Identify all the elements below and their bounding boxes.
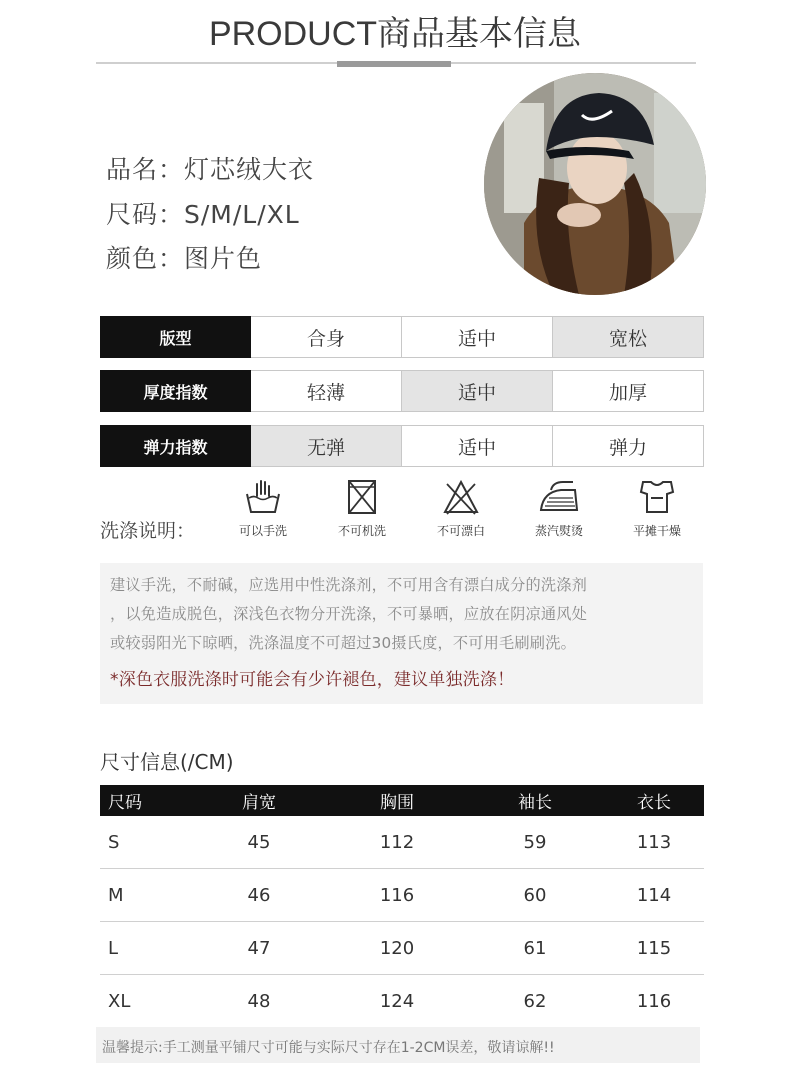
table-cell: 59 (523, 831, 547, 853)
spec-label: 版型 (100, 316, 251, 358)
spec-option: 适中 (402, 425, 553, 467)
header-accent-bar (337, 61, 451, 67)
table-cell: 62 (523, 991, 547, 1012)
hand-wash-icon (243, 478, 283, 516)
table-cell: S (108, 831, 120, 853)
spec-option: 合身 (251, 316, 402, 358)
care-note-line: ，以免造成脱色，深浅色衣物分开洗涤，不可暴晒，应放在阴凉通风处 (110, 605, 588, 623)
table-cell: 46 (247, 884, 271, 906)
no-machine-wash-icon (342, 478, 382, 516)
table-cell: 124 (379, 991, 415, 1012)
spec-option: 加厚 (553, 370, 704, 412)
table-header (100, 785, 704, 816)
product-color: 颜色：图片色 (106, 244, 263, 273)
header-cell: 胸围 (380, 793, 414, 813)
header-cell: 肩宽 (242, 793, 276, 813)
wash-text: 不可机洗 (337, 524, 386, 538)
table-row (100, 816, 704, 869)
product-photo (484, 73, 706, 295)
spec-option: 适中 (402, 316, 553, 358)
spec-option-selected: 无弹 (251, 425, 402, 467)
spec-option: 轻薄 (251, 370, 402, 412)
care-note-line: 建议手洗，不耐碱，应选用中性洗涤剂，不可用含有漂白成分的洗涤剂 (110, 576, 588, 594)
header-cell: 袖长 (518, 793, 552, 813)
product-size: 尺码：S/M/L/XL (106, 200, 300, 229)
table-cell: 61 (523, 937, 547, 959)
header-cell: 尺码 (108, 793, 142, 813)
table-row (100, 922, 704, 975)
table-cell: 115 (636, 937, 672, 959)
table-cell: 116 (379, 884, 415, 906)
size-table (100, 785, 704, 1028)
spec-label: 厚度指数 (100, 370, 251, 412)
wash-item (519, 478, 599, 539)
table-cell: 114 (636, 884, 672, 906)
wash-item (617, 478, 697, 539)
spec-row-elasticity (100, 425, 704, 467)
size-title: 尺寸信息(/CM) (100, 750, 234, 774)
table-row (100, 869, 704, 922)
wash-label: 洗涤说明： (100, 520, 196, 542)
spec-option-selected: 宽松 (553, 316, 704, 358)
table-cell: 113 (636, 831, 672, 853)
spec-row-fit (100, 316, 704, 358)
table-cell: 47 (247, 937, 271, 959)
wash-item (223, 478, 303, 539)
care-note (100, 563, 703, 704)
title-en: PRODUCT (208, 15, 378, 53)
table-cell: 116 (636, 991, 672, 1012)
measurement-tip: 温馨提示:手工测量平铺尺寸可能与实际尺寸存在1-2CM误差，敬请谅解!! (96, 1027, 700, 1063)
wash-text: 不可漂白 (436, 524, 485, 538)
spec-option: 弹力 (553, 425, 704, 467)
table-cell: L (108, 937, 119, 959)
header-cell: 衣长 (637, 793, 671, 813)
wash-text: 蒸汽熨烫 (534, 524, 583, 538)
wash-text: 可以手洗 (238, 524, 287, 538)
no-bleach-icon (441, 478, 481, 516)
spec-row-thickness (100, 370, 704, 412)
page-title (0, 6, 790, 55)
product-name: 品名：灯芯绒大衣 (106, 155, 315, 184)
table-cell: M (108, 884, 124, 906)
table-cell: 60 (523, 884, 547, 906)
wash-item (421, 478, 501, 539)
care-note-line: 或较弱阳光下晾晒，洗涤温度不可超过30摄氏度，不可用毛刷刷洗。 (110, 634, 576, 652)
steam-iron-icon (537, 478, 581, 516)
dry-flat-icon (637, 478, 677, 516)
table-cell: 120 (379, 937, 415, 959)
title-cn: 商品基本信息 (377, 14, 582, 54)
table-row (100, 975, 704, 1028)
care-warning: *深色衣服洗涤时可能会有少许褪色，建议单独洗涤！ (110, 670, 515, 690)
table-cell: 112 (379, 831, 415, 853)
table-cell: 48 (247, 991, 271, 1012)
spec-label: 弹力指数 (100, 425, 251, 467)
table-cell: 45 (247, 831, 271, 853)
wash-text: 平摊干燥 (632, 524, 681, 538)
wash-item (322, 478, 402, 539)
spec-option-selected: 适中 (402, 370, 553, 412)
table-cell: XL (108, 991, 131, 1012)
